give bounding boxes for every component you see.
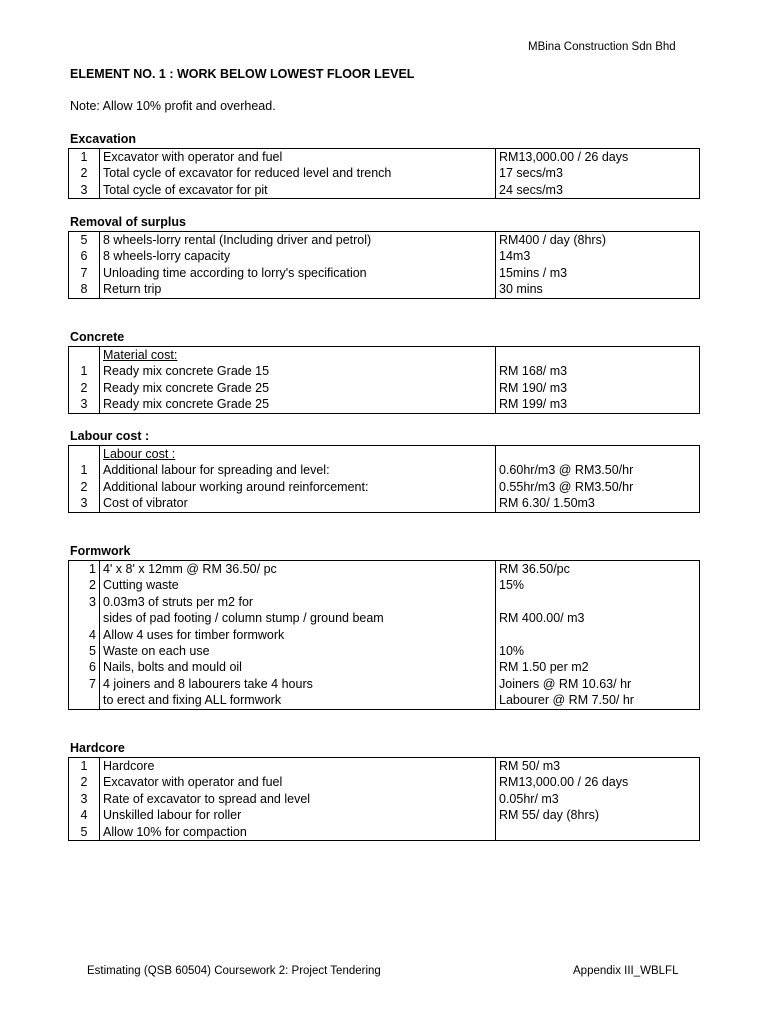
excavation-table [68,148,700,199]
row-description: sides of pad footing / column stump / ground beam [100,610,496,626]
row-number: 7 [69,265,100,281]
footer-course: Estimating (QSB 60504) Coursework 2: Project Tendering [87,965,381,977]
row-value: 17 secs/m3 [496,165,700,181]
formwork-table [68,560,700,710]
row-number: 2 [69,577,100,593]
row-value: 0.60hr/m3 @ RM3.50/hr [496,462,700,478]
row-value: 10% [496,643,700,659]
table-row [69,165,700,181]
labour-title: Labour cost : [70,429,150,443]
row-value: 15mins / m3 [496,265,700,281]
row-value: RM 55/ day (8hrs) [496,807,700,823]
table-row [69,561,700,578]
row-value: RM 1.50 per m2 [496,659,700,675]
row-description: Rate of excavator to spread and level [100,791,496,807]
removal-title: Removal of surplus [70,215,186,229]
row-value: RM 50/ m3 [496,758,700,775]
subheading [100,446,496,463]
row-number: 3 [69,396,100,413]
row-number: 2 [69,165,100,181]
row-value [496,627,700,643]
row-value [496,594,700,610]
table-row [69,462,700,478]
row-number: 2 [69,479,100,495]
row-value: 0.05hr/ m3 [496,791,700,807]
row-description: Return trip [100,281,496,298]
subheading [100,347,496,364]
row-number: 4 [69,627,100,643]
hardcore-table [68,757,700,841]
note: Note: Allow 10% profit and overhead. [70,99,276,113]
table-row [69,824,700,841]
table-row [69,627,700,643]
row-description: Ready mix concrete Grade 15 [100,363,496,379]
row-description: 0.03m3 of struts per m2 for [100,594,496,610]
row-description: Allow 10% for compaction [100,824,496,841]
row-value: Labourer @ RM 7.50/ hr [496,692,700,709]
table-subheading-row [69,446,700,463]
row-number: 1 [69,462,100,478]
row-description: Unloading time according to lorry's specification [100,265,496,281]
table-row [69,265,700,281]
row-value: RM13,000.00 / 26 days [496,774,700,790]
row-description: Total cycle of excavator for reduced level and trench [100,165,496,181]
row-value: 24 secs/m3 [496,182,700,199]
row-description: Total cycle of excavator for pit [100,182,496,199]
row-description: Excavator with operator and fuel [100,149,496,166]
row-description: 4' x 8' x 12mm @ RM 36.50/ pc [100,561,496,578]
table-row [69,643,700,659]
table-row [69,232,700,249]
row-value: RM 190/ m3 [496,380,700,396]
row-number: 5 [69,232,100,249]
row-description: 8 wheels-lorry rental (Including driver and petrol) [100,232,496,249]
row-number: 3 [69,182,100,199]
company-name: MBina Construction Sdn Bhd [528,41,676,53]
row-number: 1 [69,758,100,775]
row-description: Excavator with operator and fuel [100,774,496,790]
row-number: 6 [69,659,100,675]
row-description: Waste on each use [100,643,496,659]
table-row [69,594,700,610]
row-description: Hardcore [100,758,496,775]
row-description: Allow 4 uses for timber formwork [100,627,496,643]
row-number [69,610,100,626]
row-description: Cutting waste [100,577,496,593]
table-row [69,807,700,823]
row-number: 2 [69,774,100,790]
row-number: 3 [69,594,100,610]
removal-table [68,231,700,299]
concrete-title: Concrete [70,330,125,344]
row-number: 1 [69,363,100,379]
row-number: 3 [69,495,100,512]
row-description: 4 joiners and 8 labourers take 4 hours [100,676,496,692]
row-number: 6 [69,248,100,264]
row-number: 4 [69,807,100,823]
row-description: Ready mix concrete Grade 25 [100,380,496,396]
table-row [69,248,700,264]
row-number [69,692,100,709]
row-number: 5 [69,824,100,841]
row-number: 8 [69,281,100,298]
row-description: to erect and fixing ALL formwork [100,692,496,709]
row-value: 0.55hr/m3 @ RM3.50/hr [496,479,700,495]
row-value: RM 6.30/ 1.50m3 [496,495,700,512]
row-description: Additional labour for spreading and level: [100,462,496,478]
row-number: 5 [69,643,100,659]
row-description: Cost of vibrator [100,495,496,512]
row-description: 8 wheels-lorry capacity [100,248,496,264]
table-row [69,380,700,396]
table-row [69,659,700,675]
table-row [69,791,700,807]
row-number: 1 [69,149,100,166]
row-value: 30 mins [496,281,700,298]
row-number: 1 [69,561,100,578]
footer-appendix: Appendix III_WBLFL [573,965,679,977]
row-value [496,824,700,841]
row-number: 7 [69,676,100,692]
concrete-table [68,346,700,414]
row-description: Additional labour working around reinforcement: [100,479,496,495]
subheading-label: Material cost: [103,348,178,362]
table-row [69,479,700,495]
table-row [69,758,700,775]
row-value: RM400 / day (8hrs) [496,232,700,249]
table-row [69,676,700,692]
hardcore-title: Hardcore [70,741,125,755]
labour-table [68,445,700,513]
table-row [69,692,700,709]
table-row [69,610,700,626]
table-row [69,182,700,199]
row-value: RM 168/ m3 [496,363,700,379]
row-description: Ready mix concrete Grade 25 [100,396,496,413]
row-number: 3 [69,791,100,807]
table-row [69,577,700,593]
row-value: 14m3 [496,248,700,264]
row-value: RM 36.50/pc [496,561,700,578]
table-row [69,281,700,298]
element-title: ELEMENT NO. 1 : WORK BELOW LOWEST FLOOR LEVEL [70,67,415,81]
row-description: Nails, bolts and mould oil [100,659,496,675]
row-value: Joiners @ RM 10.63/ hr [496,676,700,692]
row-value: RM13,000.00 / 26 days [496,149,700,166]
table-subheading-row [69,347,700,364]
row-value: RM 400.00/ m3 [496,610,700,626]
table-row [69,495,700,512]
row-description: Unskilled labour for roller [100,807,496,823]
table-row [69,396,700,413]
formwork-title: Formwork [70,544,131,558]
table-row [69,774,700,790]
row-value: 15% [496,577,700,593]
table-row [69,363,700,379]
row-value: RM 199/ m3 [496,396,700,413]
row-number: 2 [69,380,100,396]
subheading-label: Labour cost : [103,447,176,461]
excavation-title: Excavation [70,132,137,146]
table-row [69,149,700,166]
